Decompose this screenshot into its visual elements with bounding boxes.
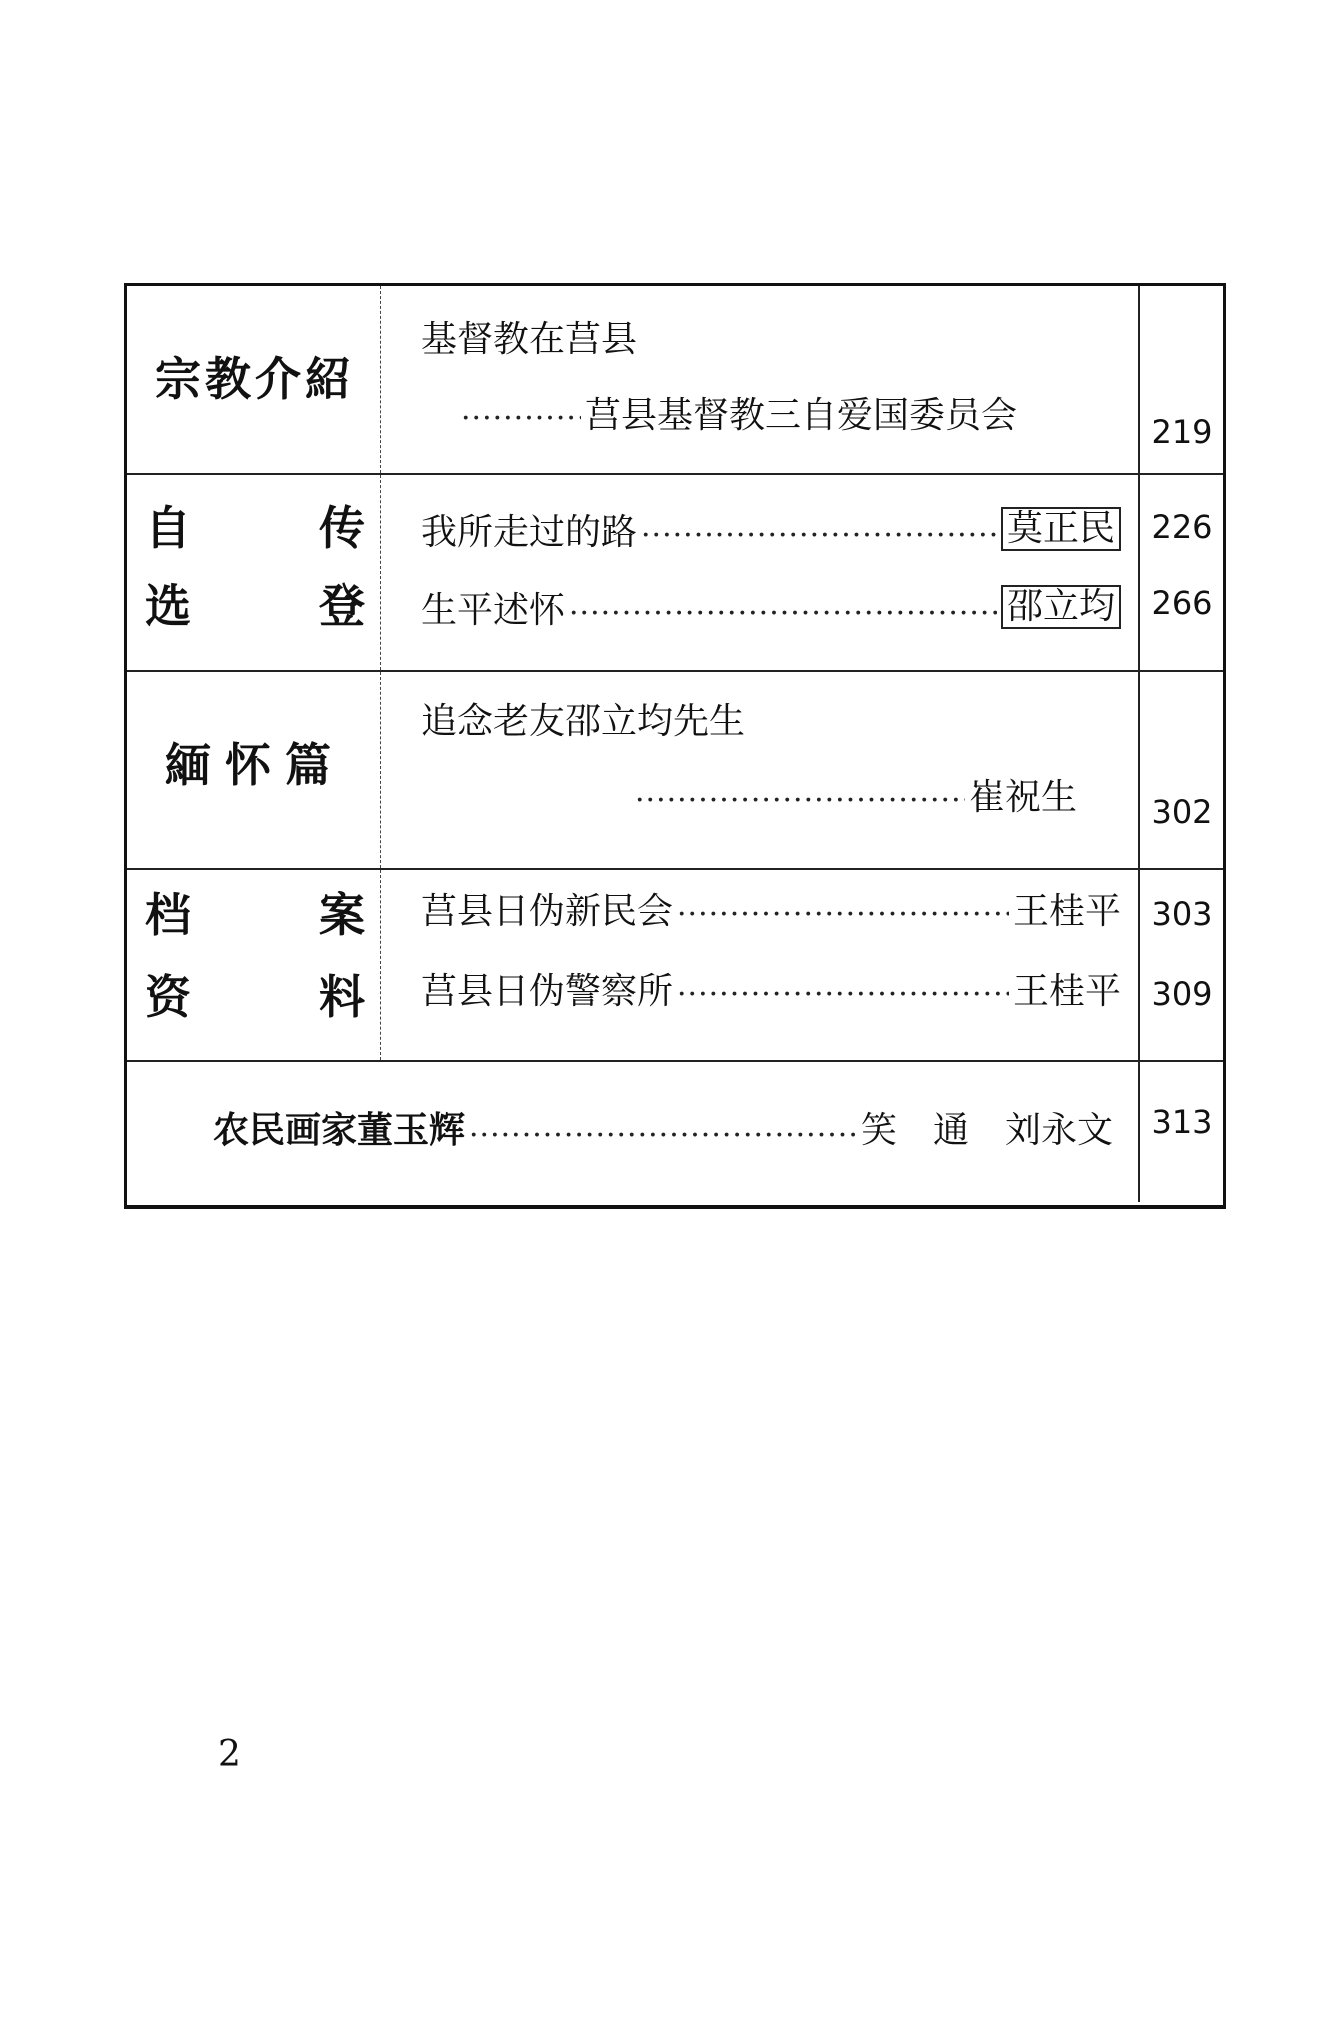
toc-entry[interactable] — [421, 701, 1121, 742]
page-ref: 309 — [1151, 975, 1213, 1013]
toc-entry[interactable] — [213, 1102, 1113, 1153]
entry-author: 崔祝生 — [969, 777, 1078, 818]
toc-entry[interactable] — [421, 777, 1121, 818]
page-ref: 219 — [1151, 413, 1213, 451]
toc-entry[interactable] — [421, 585, 1121, 629]
leader-dots — [469, 1118, 857, 1153]
toc-section-footer — [127, 1062, 1223, 1202]
toc-section-religion — [127, 286, 1223, 473]
entry-title: 基督教在莒县 — [421, 319, 638, 360]
entry-title: 我所走过的路 — [421, 512, 638, 553]
category-label: 宗教介紹 — [155, 352, 355, 406]
entry-title: 追念老友邵立均先生 — [421, 701, 746, 742]
toc-entry[interactable] — [421, 971, 1121, 1012]
entry-author: 王桂平 — [1012, 891, 1121, 932]
leader-dots — [677, 980, 1009, 1010]
category-label-row: 自 传 — [145, 501, 365, 555]
leader-dots — [677, 900, 1009, 930]
category-label-row: 资 料 — [145, 970, 365, 1024]
page-ref: 266 — [1151, 584, 1213, 622]
page-number: 2 — [218, 1734, 241, 1775]
entry-title: 莒县日伪新民会 — [421, 891, 674, 932]
page-ref: 302 — [1151, 793, 1213, 831]
entry-author: 莫正民 — [1001, 507, 1121, 551]
toc-entry[interactable] — [421, 891, 1121, 932]
leader-dots — [461, 404, 581, 434]
entry-title: 生平述怀 — [421, 590, 566, 631]
category-label-row: 选 登 — [145, 579, 365, 633]
entry-author: 笑 通 刘永文 — [860, 1110, 1113, 1151]
leader-dots — [569, 599, 997, 629]
page-ref: 313 — [1151, 1103, 1213, 1141]
entry-title: 农民画家董玉辉 — [213, 1110, 466, 1151]
leader-dots — [635, 786, 965, 816]
entry-author: 王桂平 — [1012, 971, 1121, 1012]
toc-section-memorial — [127, 672, 1223, 868]
table-of-contents — [124, 283, 1226, 1209]
toc-entry[interactable] — [421, 395, 1121, 436]
toc-entry[interactable] — [421, 507, 1121, 551]
category-label-row: 档 案 — [145, 888, 365, 942]
leader-dots — [641, 521, 997, 551]
toc-entry[interactable] — [421, 319, 1121, 360]
category-label: 緬怀篇 — [165, 738, 345, 792]
page-ref: 303 — [1151, 895, 1213, 933]
toc-section-archives — [127, 870, 1223, 1060]
entry-author: 邵立均 — [1001, 585, 1121, 629]
toc-section-autobiography — [127, 475, 1223, 670]
entry-title: 莒县日伪警察所 — [421, 971, 674, 1012]
entry-author: 莒县基督教三自爱国委员会 — [585, 395, 1018, 436]
page-ref: 226 — [1151, 508, 1213, 546]
